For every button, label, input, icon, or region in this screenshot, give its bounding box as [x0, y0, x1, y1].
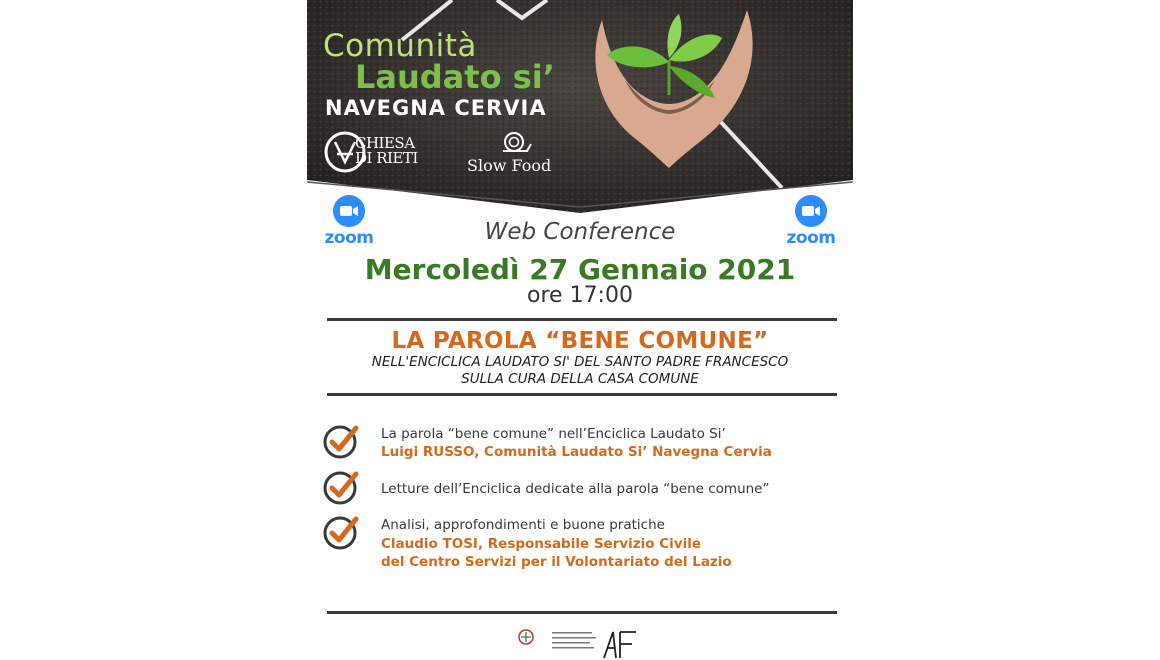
check-icon	[323, 422, 361, 460]
program-item-speaker-org: del Centro Servizi per il Volontariato del Lazio	[381, 554, 732, 570]
snail-icon	[467, 128, 562, 158]
divider	[327, 393, 837, 396]
slow-food-logo-text: Slow Food	[467, 156, 552, 175]
event-poster	[307, 0, 853, 660]
topic-subtitle-line1: NELL'ENCICLICA LAUDATO SI' DEL SANTO PADRE FRANCESCO	[371, 354, 789, 370]
zoom-label: zoom	[324, 228, 374, 248]
hero-title-line2: Laudato si’	[355, 58, 555, 96]
program-item-title: Letture dell’Enciclica dedicate alla parola “bene comune”	[381, 481, 770, 497]
topic-title: LA PAROLA “BENE COMUNE”	[391, 328, 769, 354]
check-icon	[323, 468, 361, 506]
hero-title-line3: NAVEGNA CERVIA	[325, 96, 547, 120]
topic-subtitle-line2: SULLA CURA DELLA CASA COMUNE	[461, 371, 699, 387]
divider	[327, 318, 837, 321]
check-icon	[323, 513, 361, 551]
hero-title-line1: Comunità	[323, 28, 477, 64]
af-logo-icon	[604, 632, 636, 658]
program-item-title: Analisi, approfondimenti e buone pratiche	[381, 517, 665, 533]
hero-banner	[307, 0, 853, 215]
chiesa-logo-text: CHIESA DI RIETI	[355, 134, 418, 167]
divider	[327, 611, 837, 614]
program-item-speaker: Luigi RUSSO, Comunità Laudato Si’ Navegna Cervia	[381, 444, 772, 460]
zoom-label: zoom	[786, 228, 836, 248]
event-format: Web Conference	[484, 219, 676, 245]
program-item-title: La parola “bene comune” nell’Enciclica Laudato Si’	[381, 426, 726, 442]
footer-logos	[512, 626, 652, 660]
event-time: ore 17:00	[527, 283, 633, 308]
emblem-icon	[519, 630, 533, 644]
program-item-speaker: Claudio TOSI, Responsabile Servizio Civile	[381, 536, 702, 552]
event-date: Mercoledì 27 Gennaio 2021	[364, 253, 796, 286]
